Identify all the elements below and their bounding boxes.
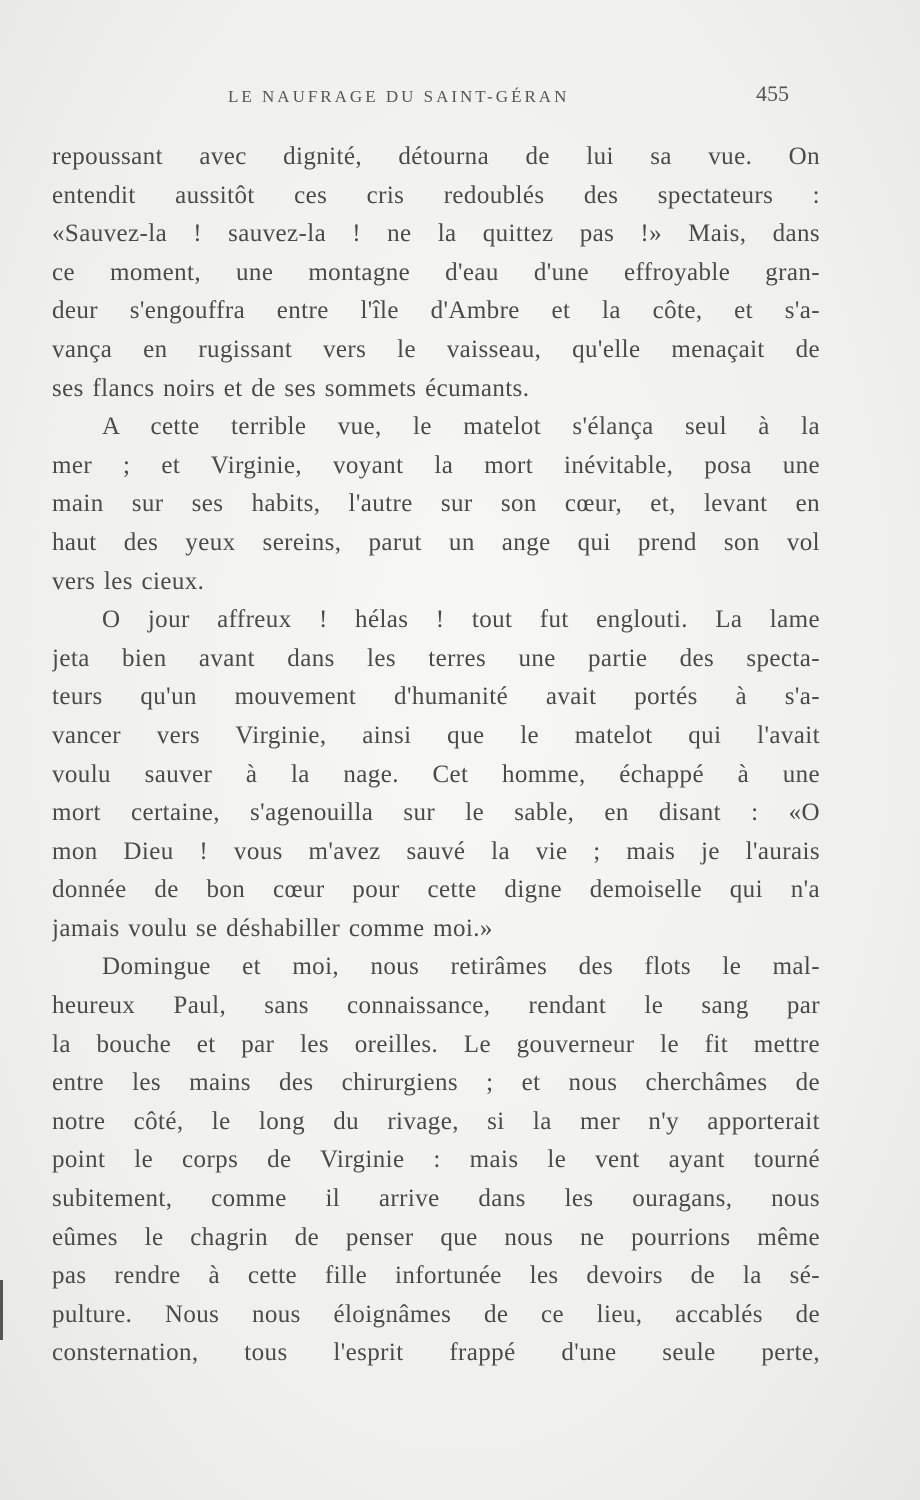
- paragraph: [52, 408, 820, 601]
- text-line: vança en rugissant vers le vaisseau, qu'elle menaçait de: [52, 335, 820, 363]
- text-line: voulu sauver à la nage. Cet homme, échappé à une: [52, 760, 820, 788]
- text-line: mon Dieu ! vous m'avez sauvé la vie ; mais je l'aurais: [52, 837, 820, 865]
- paragraph: [52, 601, 820, 948]
- text-line: jamais voulu se déshabiller comme moi.»: [52, 914, 493, 942]
- text-line: A cette terrible vue, le matelot s'élança seul à la: [102, 413, 820, 441]
- page-header: [0, 83, 920, 123]
- text-line: O jour affreux ! hélas ! tout fut englouti. La lame: [102, 606, 820, 634]
- text-line: repoussant avec dignité, détourna de lui sa vue. On: [52, 143, 820, 170]
- paragraph: [52, 138, 820, 408]
- text-line: mort certaine, s'agenouilla sur le sable, en disant : «O: [52, 799, 820, 827]
- text-line: ses flancs noirs et de ses sommets écumants.: [52, 374, 530, 402]
- text-line: jeta bien avant dans les terres une partie des specta-: [52, 644, 820, 672]
- text-line: consternation, tous l'esprit frappé d'une seule perte,: [52, 1339, 820, 1367]
- text-line: donnée de bon cœur pour cette digne demoiselle qui n'a: [52, 876, 820, 904]
- text-line: point le corps de Virginie : mais le vent ayant tourné: [52, 1146, 820, 1174]
- text-line: ce moment, une montagne d'eau d'une effroyable gran-: [52, 258, 820, 286]
- text-line: mer ; et Virginie, voyant la mort inévitable, posa une: [52, 451, 820, 479]
- text-line: entendit aussitôt ces cris redoublés des spectateurs :: [52, 181, 820, 209]
- text-line: notre côté, le long du rivage, si la mer n'y apporterait: [52, 1107, 820, 1135]
- text-line: Domingue et moi, nous retirâmes des flots le mal-: [102, 953, 820, 981]
- text-line: pulture. Nous nous éloignâmes de ce lieu, accablés de: [52, 1300, 820, 1328]
- text-line: main sur ses habits, l'autre sur son cœur, et, levant en: [52, 490, 820, 518]
- paragraph: [52, 948, 820, 1373]
- text-line: deur s'engouffra entre l'île d'Ambre et la côte, et s'a-: [52, 297, 820, 325]
- page-number: 455: [756, 81, 789, 106]
- text-line: vancer vers Virginie, ainsi que le matelot qui l'avait: [52, 721, 820, 749]
- running-head: LE NAUFRAGE DU SAINT-GÉRAN: [228, 87, 570, 106]
- page-edge-shadow: [0, 1280, 3, 1340]
- text-line: pas rendre à cette fille infortunée les devoirs de la sé-: [52, 1262, 820, 1290]
- text-line: haut des yeux sereins, parut un ange qui prend son vol: [52, 528, 820, 556]
- body-text: [52, 138, 820, 1373]
- text-line: «Sauvez-la ! sauvez-la ! ne la quittez pas !» Mais, dans: [52, 220, 820, 248]
- text-line: la bouche et par les oreilles. Le gouverneur le fit mettre: [52, 1030, 820, 1058]
- text-line: entre les mains des chirurgiens ; et nous cherchâmes de: [52, 1069, 820, 1097]
- text-line: vers les cieux.: [52, 567, 205, 595]
- text-line: teurs qu'un mouvement d'humanité avait portés à s'a-: [52, 683, 820, 711]
- text-line: heureux Paul, sans connaissance, rendant le sang par: [52, 992, 820, 1020]
- text-line: eûmes le chagrin de penser que nous ne pourrions même: [52, 1223, 820, 1251]
- text-line: subitement, comme il arrive dans les ouragans, nous: [52, 1185, 820, 1213]
